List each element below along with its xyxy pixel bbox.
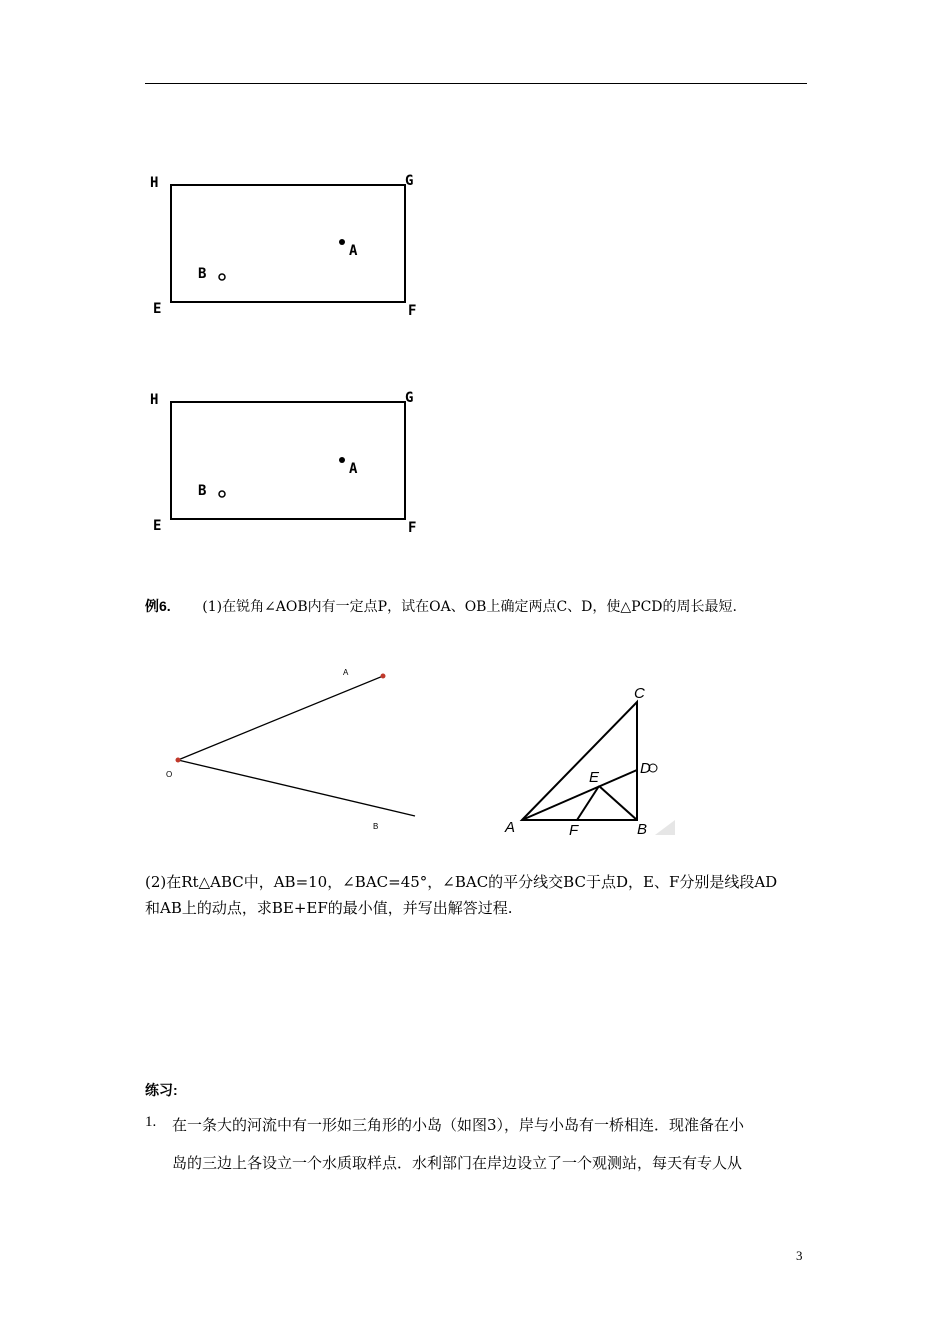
rectangle-figure-2-svg <box>140 382 440 542</box>
example-6-part-1 <box>145 596 737 616</box>
vertex-label-g: G <box>405 390 414 406</box>
triangle-abc-figure <box>500 680 685 840</box>
page-number: 3 <box>796 1248 803 1263</box>
segment-ad <box>522 770 637 820</box>
label-a: A <box>505 819 516 836</box>
triangle-abc <box>522 702 637 820</box>
example-6-part-1-text: (1)在锐角∠AOB内有一定点P，试在OA、OB上确定两点C、D，使△PCD的周长最短. <box>202 599 737 615</box>
exercise-heading: 练习: <box>145 1082 178 1098</box>
vertex-label-h: H <box>150 392 159 408</box>
point-label-b: B <box>198 483 207 499</box>
ray-oa <box>178 676 383 760</box>
point-b <box>219 491 225 497</box>
vertex-label-g: G <box>405 173 414 189</box>
angle-aob-svg <box>160 665 430 840</box>
exercise-item-1-number: 1. <box>145 1114 157 1130</box>
label-c: C <box>634 685 645 702</box>
label-f: F <box>569 822 579 839</box>
label-a: A <box>343 668 349 677</box>
example-6-part-2-line-1: (2)在Rt△ABC中，AB=10，∠BAC=45°，∠BAC的平分线交BC于点D，E、F分别是线段AD <box>145 873 778 891</box>
label-e: E <box>589 769 600 786</box>
vertex-label-e: E <box>153 518 162 534</box>
segment-eb <box>599 786 637 820</box>
point-a <box>339 457 345 463</box>
ray-ob <box>178 760 415 816</box>
point-label-a: A <box>349 461 358 477</box>
rectangle-figure-2 <box>140 382 440 542</box>
point-o <box>176 758 181 763</box>
vertex-label-h: H <box>150 175 159 191</box>
label-b: B <box>637 821 648 838</box>
point-label-b: B <box>198 266 207 282</box>
vertex-label-f: F <box>408 520 417 536</box>
point-a <box>381 674 386 679</box>
label-d: D <box>640 760 651 777</box>
exercise-item-1-line-1: 在一条大的河流中有一形如三角形的小岛（如图3），岸与小岛有一桥相连．现准备在小 <box>172 1116 745 1134</box>
triangle-abc-svg <box>500 680 685 840</box>
example-6-part-2-line-2: 和AB上的动点，求BE+EF的最小值，并写出解答过程. <box>145 899 513 917</box>
angle-aob-figure <box>160 665 430 840</box>
example-6-label: 例6. <box>145 598 171 614</box>
rectangle-figure-1-svg <box>140 165 440 325</box>
exercise-item-1-line-2: 岛的三边上各设立一个水质取样点．水利部门在岸边设立了一个观测站，每天有专人从 <box>172 1154 743 1172</box>
label-b: B <box>373 822 379 831</box>
label-o: O <box>166 770 173 779</box>
vertex-label-f: F <box>408 303 417 319</box>
rectangle-efgh <box>171 185 405 302</box>
vertex-label-e: E <box>153 301 162 317</box>
rectangle-efgh <box>171 402 405 519</box>
point-b <box>219 274 225 280</box>
rectangle-figure-1 <box>140 165 440 325</box>
page-curl-mark <box>655 820 675 835</box>
header-rule <box>145 83 807 84</box>
point-label-a: A <box>349 243 358 259</box>
point-a <box>339 239 345 245</box>
